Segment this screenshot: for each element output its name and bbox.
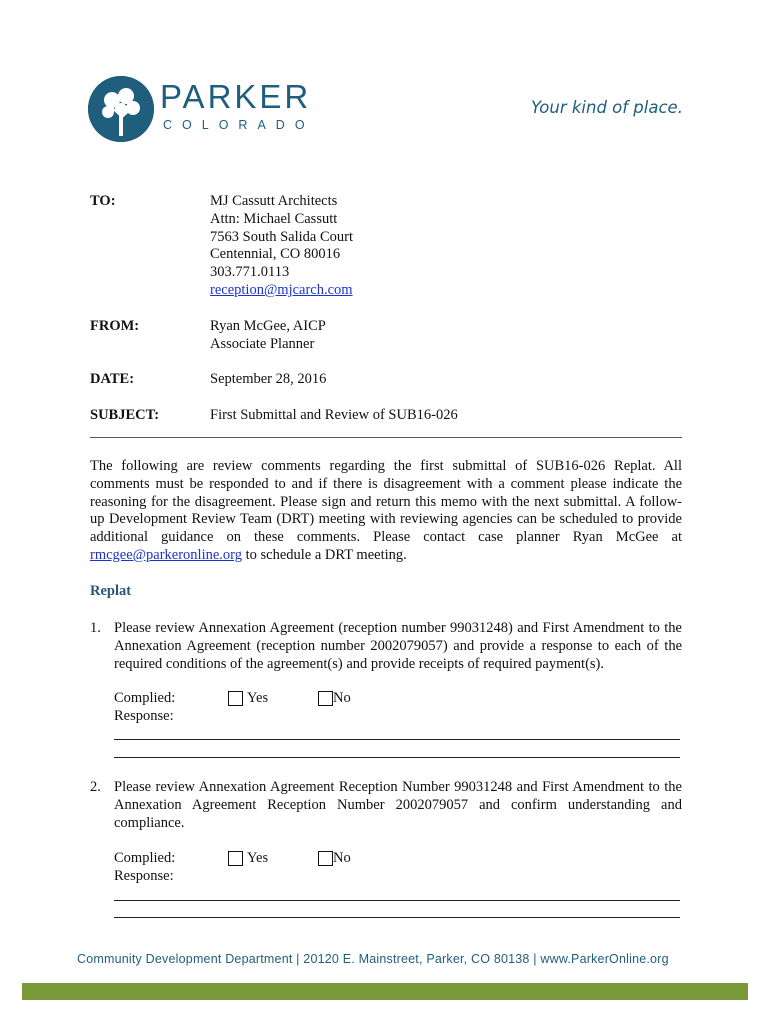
to-line: Attn: Michael Cassutt — [210, 210, 338, 227]
to-line: Centennial, CO 80016 — [210, 246, 341, 263]
date-value: September 28, 2016 — [210, 371, 327, 387]
to-block — [210, 193, 353, 300]
response-label: Response: — [114, 708, 174, 724]
to-line: 7563 South Salida Court — [210, 228, 353, 245]
no-label: No — [333, 690, 351, 706]
item-text: Please review Annexation Agreement Reception Number 99031248 and First Amendment to the Annexation Agreement Reception Number 2002079057 and confirm understanding and compliance. — [114, 779, 682, 831]
subject-label: SUBJECT: — [90, 407, 160, 423]
no-checkbox[interactable] — [318, 691, 333, 706]
item-number: 2. — [90, 779, 101, 795]
section-heading: Replat — [90, 583, 132, 599]
tagline: Your kind of place. — [531, 98, 683, 117]
response-line[interactable] — [114, 917, 680, 918]
from-line: Ryan McGee, AICP — [210, 318, 326, 334]
item-number: 1. — [90, 620, 101, 636]
logo-wordmark: PARKER — [160, 78, 312, 115]
intro-paragraph — [90, 458, 682, 565]
intro-text: The following are review comments regarding the first submittal of SUB16-026 Replat. All comments must be responded to and if there is disagreement with a comment please indicate the reasoning for the disagreement. Please sign and return this memo with the next submittal. A follow-up Development Review Team (DRT) meeting with reviewing agencies can be scheduled to provide additional guidance on these comments. Please contact case planner Ryan McGee at — [90, 458, 682, 546]
from-line: Associate Planner — [210, 335, 315, 352]
footer-bar — [22, 983, 748, 1000]
yes-label: Yes — [247, 850, 269, 866]
to-email-link[interactable]: reception@mjcarch.com — [210, 281, 353, 298]
intro-text-end: to schedule a DRT meeting. — [241, 546, 407, 563]
from-label: FROM: — [90, 318, 140, 334]
item-text: Please review Annexation Agreement (reception number 99031248) and First Amendment to the Annexation Agreement (reception number 2002079057) and provide a response to each of the required conditions of the agreement(s) and provide receipts of required payment(s). — [114, 620, 682, 672]
response-line[interactable] — [114, 900, 680, 901]
yes-label: Yes — [247, 690, 269, 706]
logo-subtitle: COLORADO — [163, 118, 315, 132]
no-label: No — [333, 850, 351, 866]
complied-label: Complied: — [114, 850, 176, 866]
tree-emblem-icon — [88, 76, 154, 142]
response-label: Response: — [114, 868, 174, 884]
from-block — [210, 318, 326, 354]
response-line[interactable] — [114, 739, 680, 740]
footer-address: Community Development Department | 20120 E. Mainstreet, Parker, CO 80138 | www.ParkerOnline.org — [77, 952, 669, 966]
planner-email-link[interactable]: rmcgee@parkeronline.org — [90, 546, 242, 563]
to-line: 303.771.0113 — [210, 264, 290, 281]
header-divider — [90, 437, 682, 438]
date-label: DATE: — [90, 371, 135, 387]
subject-value: First Submittal and Review of SUB16-026 — [210, 407, 458, 423]
to-line: MJ Cassutt Architects — [210, 193, 338, 209]
complied-label: Complied: — [114, 690, 176, 706]
parker-logo — [88, 76, 318, 146]
response-line[interactable] — [114, 757, 680, 758]
to-label: TO: — [90, 193, 116, 209]
yes-checkbox[interactable] — [228, 851, 243, 866]
yes-checkbox[interactable] — [228, 691, 243, 706]
no-checkbox[interactable] — [318, 851, 333, 866]
